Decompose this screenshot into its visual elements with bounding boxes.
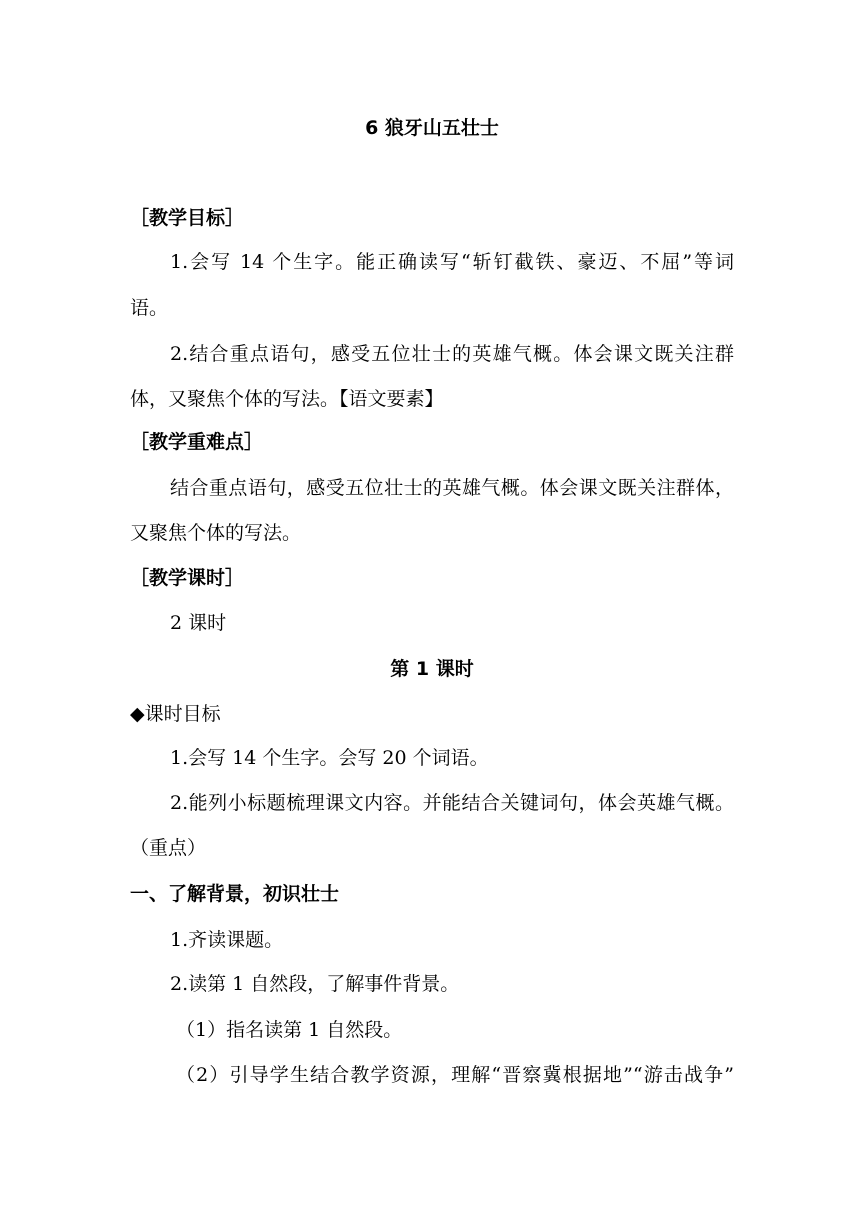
part-1-heading: 一、了解背景，初识壮士: [130, 883, 340, 905]
key-point-line-1: 结合重点语句，感受五位壮士的英雄气概。体会课文既关注群体，: [170, 477, 734, 499]
lesson-1-title: 第 1 课时: [390, 658, 474, 680]
lesson-goal-2-line-1: 2.能列小标题梳理课文内容。并能结合关键词句，体会英雄气概。: [170, 792, 734, 814]
key-point-line-2: 又聚焦个体的写法。: [130, 522, 302, 544]
goal-1-line-2: 语。: [130, 297, 169, 319]
lesson-goals-label: ◆课时目标: [130, 703, 221, 725]
step-2: 2.读第 1 自然段，了解事件背景。: [170, 973, 460, 995]
goal-1-line-1: 1.会写 14 个生字。能正确读写“斩钉截铁、豪迈、不屈”等词: [170, 251, 734, 273]
step-2-2: （2）引导学生结合教学资源，理解“晋察冀根据地”“游击战争”: [176, 1064, 734, 1086]
goal-2-line-2: 体，又聚焦个体的写法。【语文要素】: [130, 388, 444, 410]
section-heading-hours: ［教学课时］: [130, 567, 245, 589]
lesson-goal-1: 1.会写 14 个生字。会写 20 个词语。: [170, 747, 489, 769]
step-2-1: （1）指名读第 1 自然段。: [176, 1019, 403, 1041]
section-heading-key-points: ［教学重难点］: [130, 431, 264, 453]
lesson-goal-2-line-2: （重点）: [130, 837, 207, 859]
document-title: 6 狼牙山五壮士: [365, 117, 499, 139]
goal-2-line-1: 2.结合重点语句，感受五位壮士的英雄气概。体会课文既关注群: [170, 343, 734, 365]
step-1: 1.齐读课题。: [170, 929, 284, 951]
section-heading-goals: ［教学目标］: [130, 207, 245, 229]
hours-value: 2 课时: [170, 612, 227, 634]
